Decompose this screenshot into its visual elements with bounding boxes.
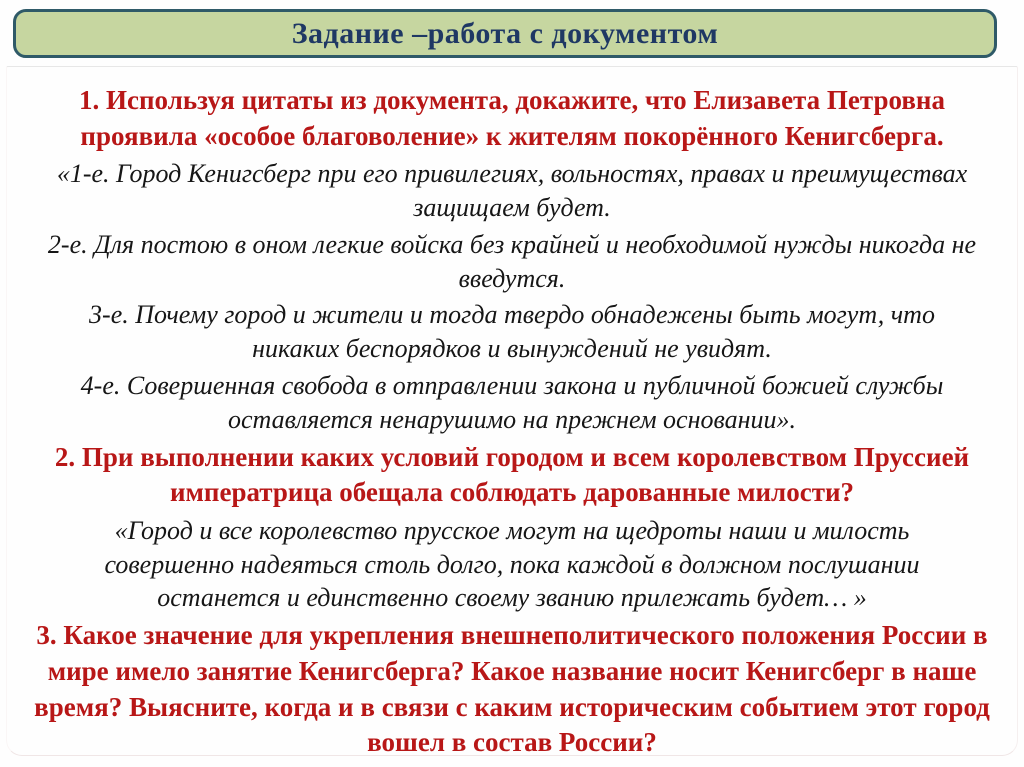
document-quote-obedience: «Город и все королевство прусское могут на щедроты наши и милость совершенно надеяться столь долго, пока каждой в должном послушании останется и единственно своему званию прилежать будет… » [104,515,920,613]
title-box [13,9,997,58]
slide-title: Задание –работа с документом [291,16,719,50]
document-quote-point-3: 3-е. Почему город и жители и тогда твердо обнадежены быть могут, что никаких беспорядков и вынуждений не увидят. [89,300,935,364]
document-quote-point-2: 2-е. Для постою в оном легкие войска без крайней и необходимой нужды никогда не введутся. [47,229,977,293]
question-2: 2. При выполнении каких условий городом и всем королевством Пруссией императрица обещала соблюдать дарованные милости? [54,441,970,508]
question-3: 3. Какое значение для укрепления внешнеполитического положения России в мире имело занятие Кенигсберга? Какое название носит Кенигсберг в наше время? Выясните, когда и в связи с каким историческим событием этот город вошел в состав России? [34,620,990,758]
content-area [6,66,1018,756]
question-1: 1. Используя цитаты из документа, докажите, что Елизавета Петровна проявила «особое благоволение» к жителям покорённого Кенигсберга. [79,85,945,151]
document-quote-point-1: «1-е. Город Кенигсберг при его привилегиях, вольностях, правах и преимуществах защищаем будет. [56,159,968,223]
document-quote-point-4: 4-е. Совершенная свобода в отправлении закона и публичной божией службы оставляется ненарушимо на прежнем основании». [80,371,944,434]
